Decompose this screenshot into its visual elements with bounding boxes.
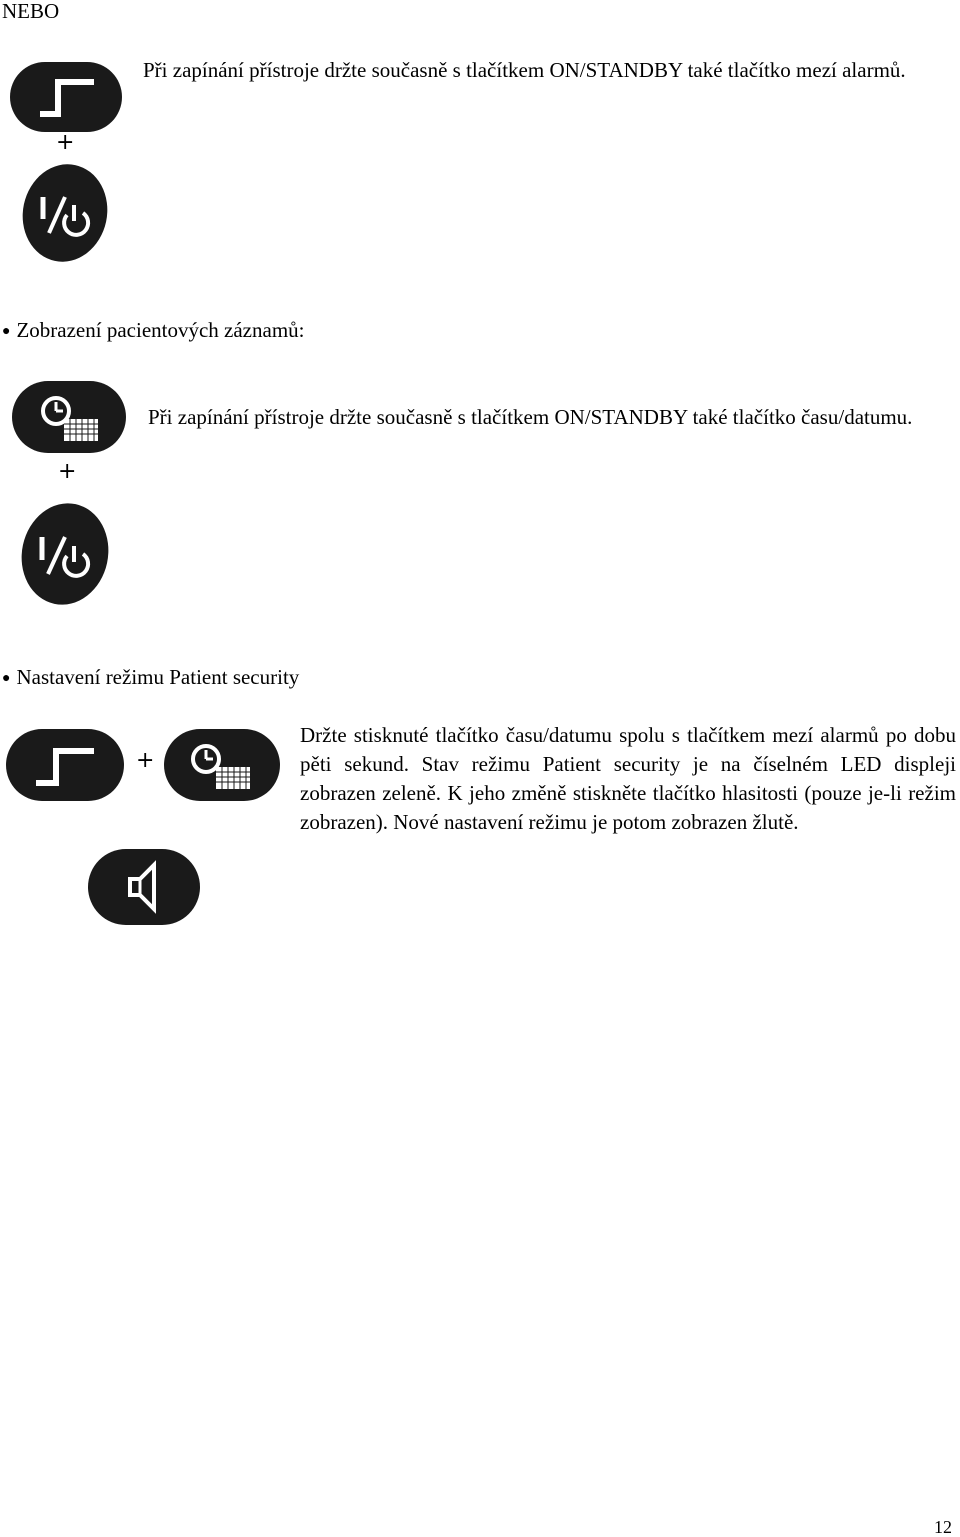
time-date-button-image (164, 729, 280, 806)
alarm-limits-icon (10, 62, 122, 132)
security-heading (2, 663, 299, 695)
records-heading (2, 316, 305, 348)
plus-sign: + (58, 459, 77, 484)
time-date-icon (164, 729, 280, 801)
time-date-button-image (12, 381, 126, 458)
on-standby-icon (21, 163, 109, 263)
time-date-icon (12, 381, 126, 453)
on-standby-button-image (21, 163, 109, 268)
security-instruction-text: Držte stisknuté tlačítko času/datumu spolu s tlačítkem mezí alarmů po dobu pěti sekund. Stav režimu Patient security je na číselném LED displeji zobrazen zeleně. K jeho změně stiskněte tlačítko hlasitosti (pouze je-li režim zobrazen). Nové nastavení režimu je potom zobrazen žlutě. (300, 723, 956, 834)
volume-icon (88, 849, 200, 925)
plus-sign: + (56, 130, 75, 155)
alarm-limits-button-image (10, 62, 122, 137)
records-heading-text: Zobrazení pacientových záznamů: (16, 318, 305, 342)
plus-sign: + (136, 748, 155, 773)
on-standby-icon (20, 502, 110, 606)
bullet-icon: ● (2, 671, 11, 686)
alarm-instruction-text: Při zapínání přístroje držte současně s tlačítkem ON/STANDBY také tlačítko mezí alarmů. (143, 58, 906, 82)
header-label: NEBO (2, 0, 60, 23)
alarm-limits-icon (6, 729, 124, 801)
on-standby-button-image (20, 502, 110, 611)
page-number: 12 (934, 1517, 952, 1537)
security-heading-text: Nastavení režimu Patient security (16, 665, 300, 689)
bullet-icon: ● (2, 324, 11, 339)
alarm-limits-button-image (6, 729, 124, 806)
volume-button-image (88, 849, 200, 930)
records-instruction-text: Při zapínání přístroje držte současně s tlačítkem ON/STANDBY také tlačítko času/datumu. (148, 405, 913, 429)
